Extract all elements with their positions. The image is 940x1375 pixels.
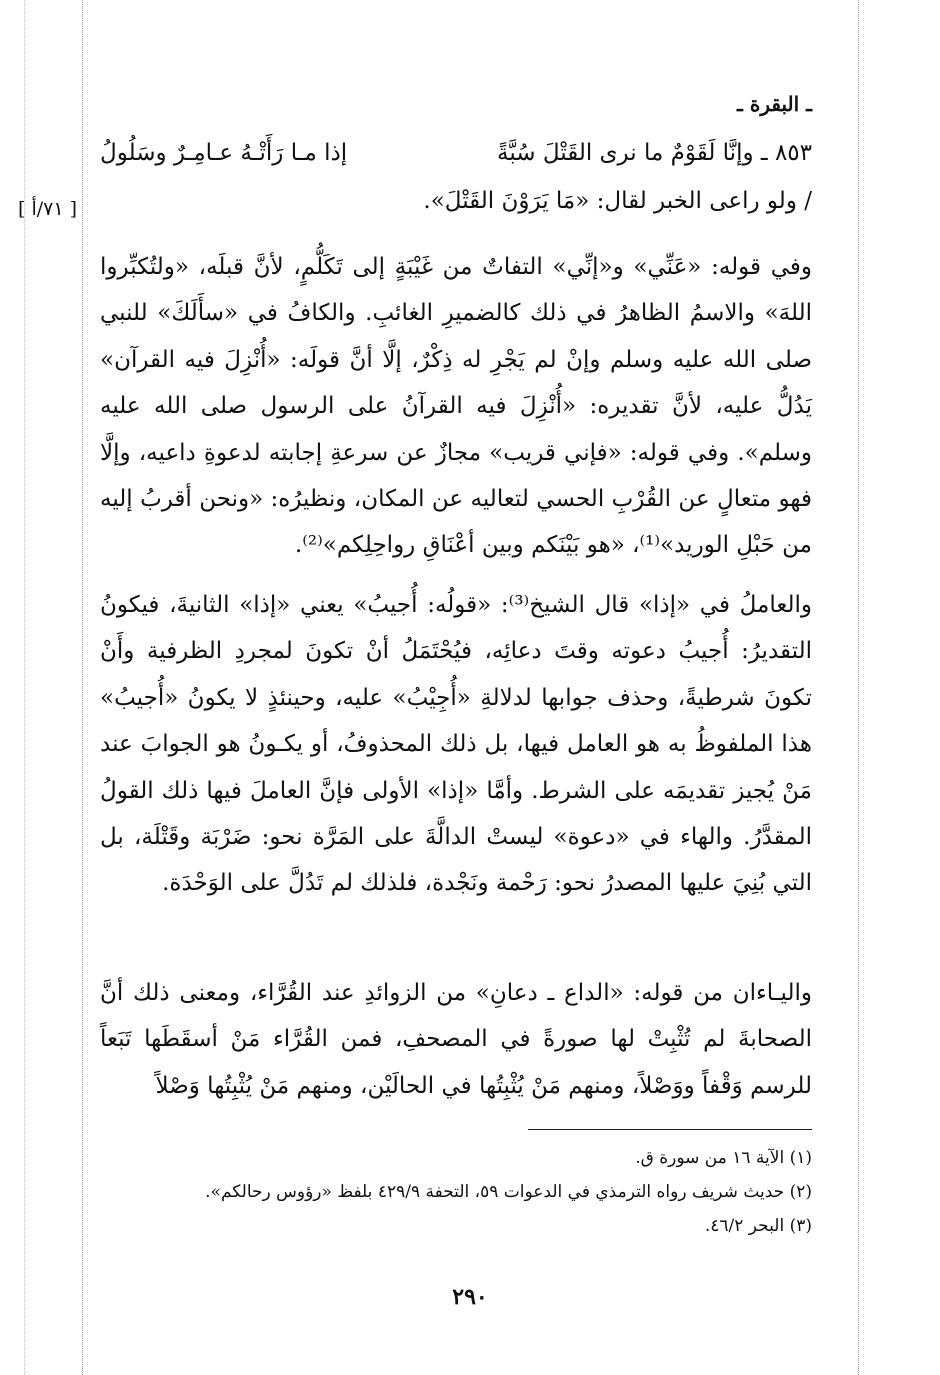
verse-first-hemistich: ٨٥٣ ـ وإنَّا لَقَوْمٌ ما نرى القَتْلَ سُبَّةً xyxy=(496,140,812,166)
running-header: ـ البقرة ـ xyxy=(737,92,812,116)
scan-edge-dots xyxy=(82,0,83,1375)
verse-second-hemistich: إذا مـا رَأَتْـهُ عـامِـرٌ وسَلُولُ xyxy=(100,140,348,166)
body-paragraph: واليـاءان من قوله: «الداع ـ دعانِ» من الزوائدِ عند القُرَّاء، ومعنى ذلك أنَّ الصحابةَ لم تُثْبِتْ لها صورةً في المصحفِ، فمن القُرَّاء مَنْ أسقَطَها تَبَعاً للرسم وَقْفاً ووَصْلاً، ومنهم مَنْ يُثْبِتُها في الحالَيْن، ومنهم مَنْ يُثْبِتُها وَصْلاً xyxy=(100,980,812,1099)
poetry-verse xyxy=(100,140,812,166)
manuscript-folio-marker: [ ٧١/أ ] xyxy=(18,198,78,220)
footnote-separator xyxy=(528,1129,812,1130)
body-paragraph: وفي قوله: «عَنِّي» و«إنِّي» التفاتٌ من غَيْبَةٍ إلى تَكَلُّمٍ، لأنَّ قبلَه، «ولتُكبِّروا اللهَ» والاسمُ الظاهرُ في ذلك كالضميرِ الغائبِ. والكافُ في «سأَلَكَ» للنبي صلى الله عليه وسلم وإنْ لم يَجْرِ له ذِكْرٌ، إلَّا أنَّ قولَه: «أُنْزِلَ فيه القرآن» يَدُلُّ عليه، لأنَّ تقديره: «أُنْزِلَ فيه القرآنُ على الرسول صلى الله عليه وسلم». وفي قوله: «فإني قريب» مجازٌ عن سرعةِ إجابته لدعوةِ داعيه، وإلَّا فهو متعالٍ عن القُرْبِ الحسي لتعاليه عن المكان، ونظيرُه: «ونحن أقربُ إليه من حَبْلِ الوريد»⁽¹⁾، «هو بَيْنَكم وبين أعْنَاقِ رواحِلِكم»⁽²⁾. xyxy=(100,254,812,559)
footnote: (١) الآية ١٦ من سورة ق. xyxy=(635,1148,812,1168)
page-number: ٢٩٠ xyxy=(452,1284,488,1310)
footnote: (٢) حديث شريف رواه الترمذي في الدعوات ٥٩، التحفة ٤٢٩/٩ بلفظ «رؤوس رحالكم». xyxy=(205,1182,812,1202)
footnote: (٣) البحر ٤٦/٢. xyxy=(704,1216,812,1236)
scan-edge-dots xyxy=(858,0,859,1375)
body-paragraph: والعاملُ في «إذا» قال الشيخ⁽³⁾: «قولُه: أُجيبُ» يعني «إذا» الثانيةَ، فيكونُ التقديرُ: أُجيبُ دعوته وقتَ دعائِه، فيُحْتَمَلُ أنْ تكونَ لمجردِ الظرفية وأَنْ تكونَ شرطيةً، وحذف جوابها لدلالةِ «أُجِيْبُ» عليه، وحينئذٍ لا يكونُ «أُجيبُ» هذا الملفوظُ به هو العامل فيها، بل ذلك المحذوفُ، أو يكـونُ هو الجوابَ عند مَنْ يُجيز تقديمَه على الشرط. وأمَّا «إذا» الأولى فإنَّ العاملَ فيها ذلك القولُ المقدَّرُ. والهاء في «دعوة» ليستْ الدالَّةَ على المَرَّة نحو: ضَرْبَة وقَتْلَة، بل التي بُنِيَ عليها المصدرُ نحو: رَحْمة ونَجْدة، فلذلك لم تَدُلَّ على الوَحْدَة. xyxy=(100,592,812,897)
verse-commentary-line: / ولو راعى الخبر لقال: «مَا يَرَوْنَ القَتْلَ». xyxy=(423,188,812,214)
